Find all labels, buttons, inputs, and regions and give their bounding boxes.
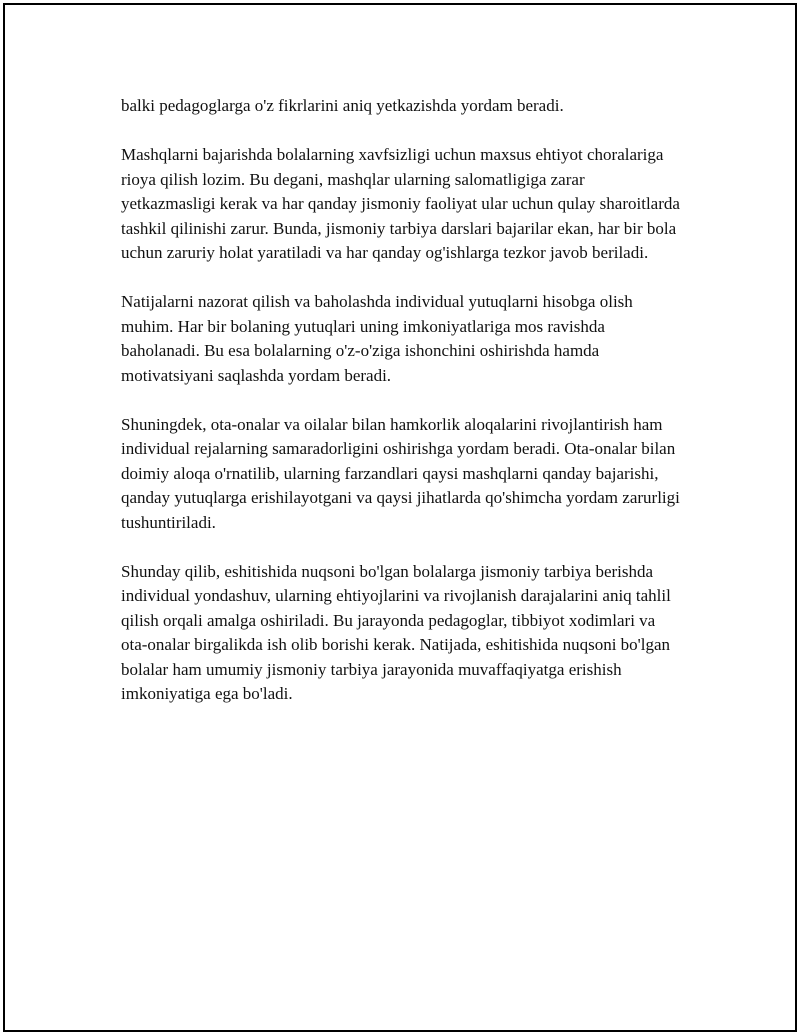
page-frame: [3, 3, 797, 1032]
paragraph-2: Mashqlarni bajarishda bolalarning xavfsizligi uchun maxsus ehtiyot choralariga rioya qilish lozim. Bu degani, mashqlar ularning salomatligiga zarar yetkazmasligi kerak va har qanday jismoniy faoliyat ular uchun qulay sharoitlarda tashkil qilinishi zarur. Bunda, jismoniy tarbiya darslari bajarilar ekan, har bir bola uchun zaruriy holat yaratiladi va har qanday og'ishlarga tezkor javob beriladi.: [121, 145, 680, 262]
paragraph-1: balki pedagoglarga o'z fikrlarini aniq yetkazishda yordam beradi.: [121, 96, 564, 115]
document-body: [121, 94, 681, 731]
paragraph-5: Shunday qilib, eshitishida nuqsoni bo'lgan bolalarga jismoniy tarbiya berishda individual yondashuv, ularning ehtiyojlarini va rivojlanish darajalarini aniq tahlil qilish orqali amalga oshiriladi. Bu jarayonda pedagoglar, tibbiyot xodimlari va ota-onalar birgalikda ish olib borishi kerak. Natijada, eshitishida nuqsoni bo'lgan bolalar ham umumiy jismoniy tarbiya jarayonida muvaffaqiyatga erishish imkoniyatiga ega bo'ladi.: [121, 561, 671, 703]
paragraph-3: Natijalarni nazorat qilish va baholashda individual yutuqlarni hisobga olish muhim. Har bir bolaning yutuqlari uning imkoniyatlariga mos ravishda baholanadi. Bu esa bolalarning o'z-o'ziga ishonchini oshirishda hamda motivatsiyani saqlashda yordam beradi.: [121, 292, 633, 385]
paragraph-4: Shuningdek, ota-onalar va oilalar bilan hamkorlik aloqalarini rivojlantirish ham individual rejalarning samaradorligini oshirishga yordam beradi. Ota-onalar bilan doimiy aloqa o'rnatilib, ularning farzandlari qaysi mashqlarni qanday bajarishi, qanday yutuqlarga erishilayotgani va qaysi jihatlarda qo'shimcha yordam zarurligi tushuntiriladi.: [121, 414, 680, 532]
